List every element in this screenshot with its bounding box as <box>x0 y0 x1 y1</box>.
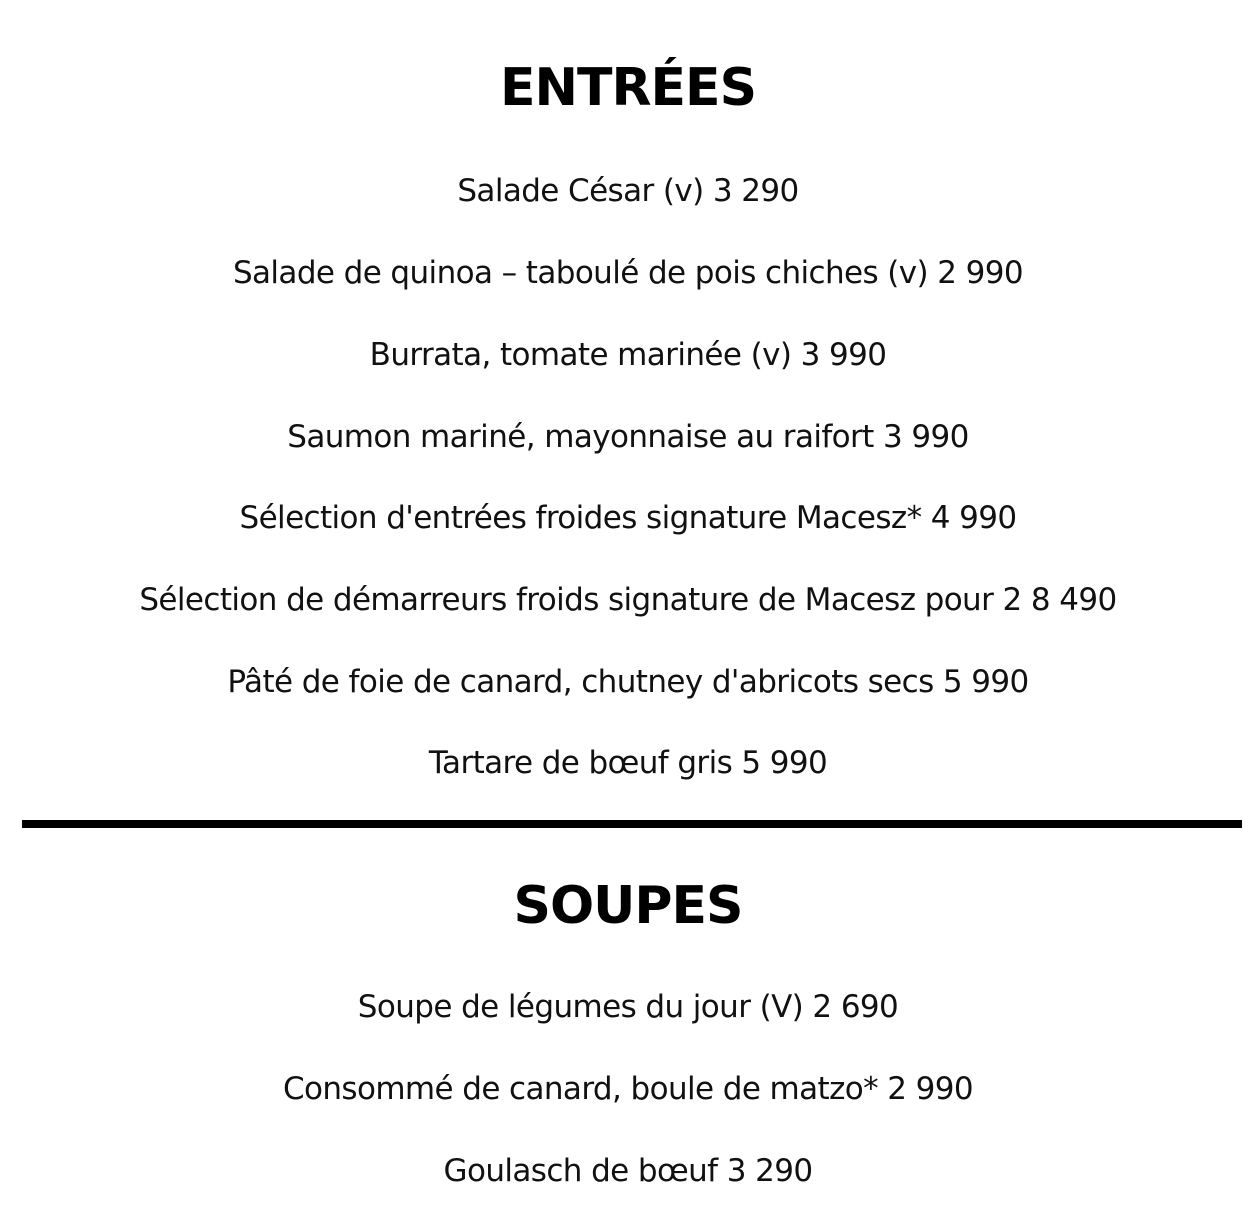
menu-item: Consommé de canard, boule de matzo* 2 990 <box>282 1071 974 1107</box>
menu-item: Sélection d'entrées froides signature Macesz* 4 990 <box>239 500 1017 536</box>
section-divider <box>22 820 1242 828</box>
menu-item: Sélection de démarreurs froids signature de Macesz pour 2 8 490 <box>139 582 1117 618</box>
menu-item: Saumon mariné, mayonnaise au raifort 3 990 <box>287 419 969 455</box>
section-title-soupes: SOUPES <box>513 876 743 936</box>
menu-item: Pâté de foie de canard, chutney d'abricots secs 5 990 <box>227 664 1029 700</box>
menu-item: Soupe de légumes du jour (V) 2 690 <box>357 989 899 1025</box>
section-title-entrees: ENTRÉES <box>499 58 757 118</box>
menu-item: Tartare de bœuf gris 5 990 <box>428 745 828 781</box>
menu-item: Goulasch de bœuf 3 290 <box>443 1153 813 1189</box>
menu-item: Salade de quinoa – taboulé de pois chiches (v) 2 990 <box>232 255 1024 291</box>
menu-item: Burrata, tomate marinée (v) 3 990 <box>369 337 887 373</box>
menu-item: Salade César (v) 3 290 <box>457 173 799 209</box>
